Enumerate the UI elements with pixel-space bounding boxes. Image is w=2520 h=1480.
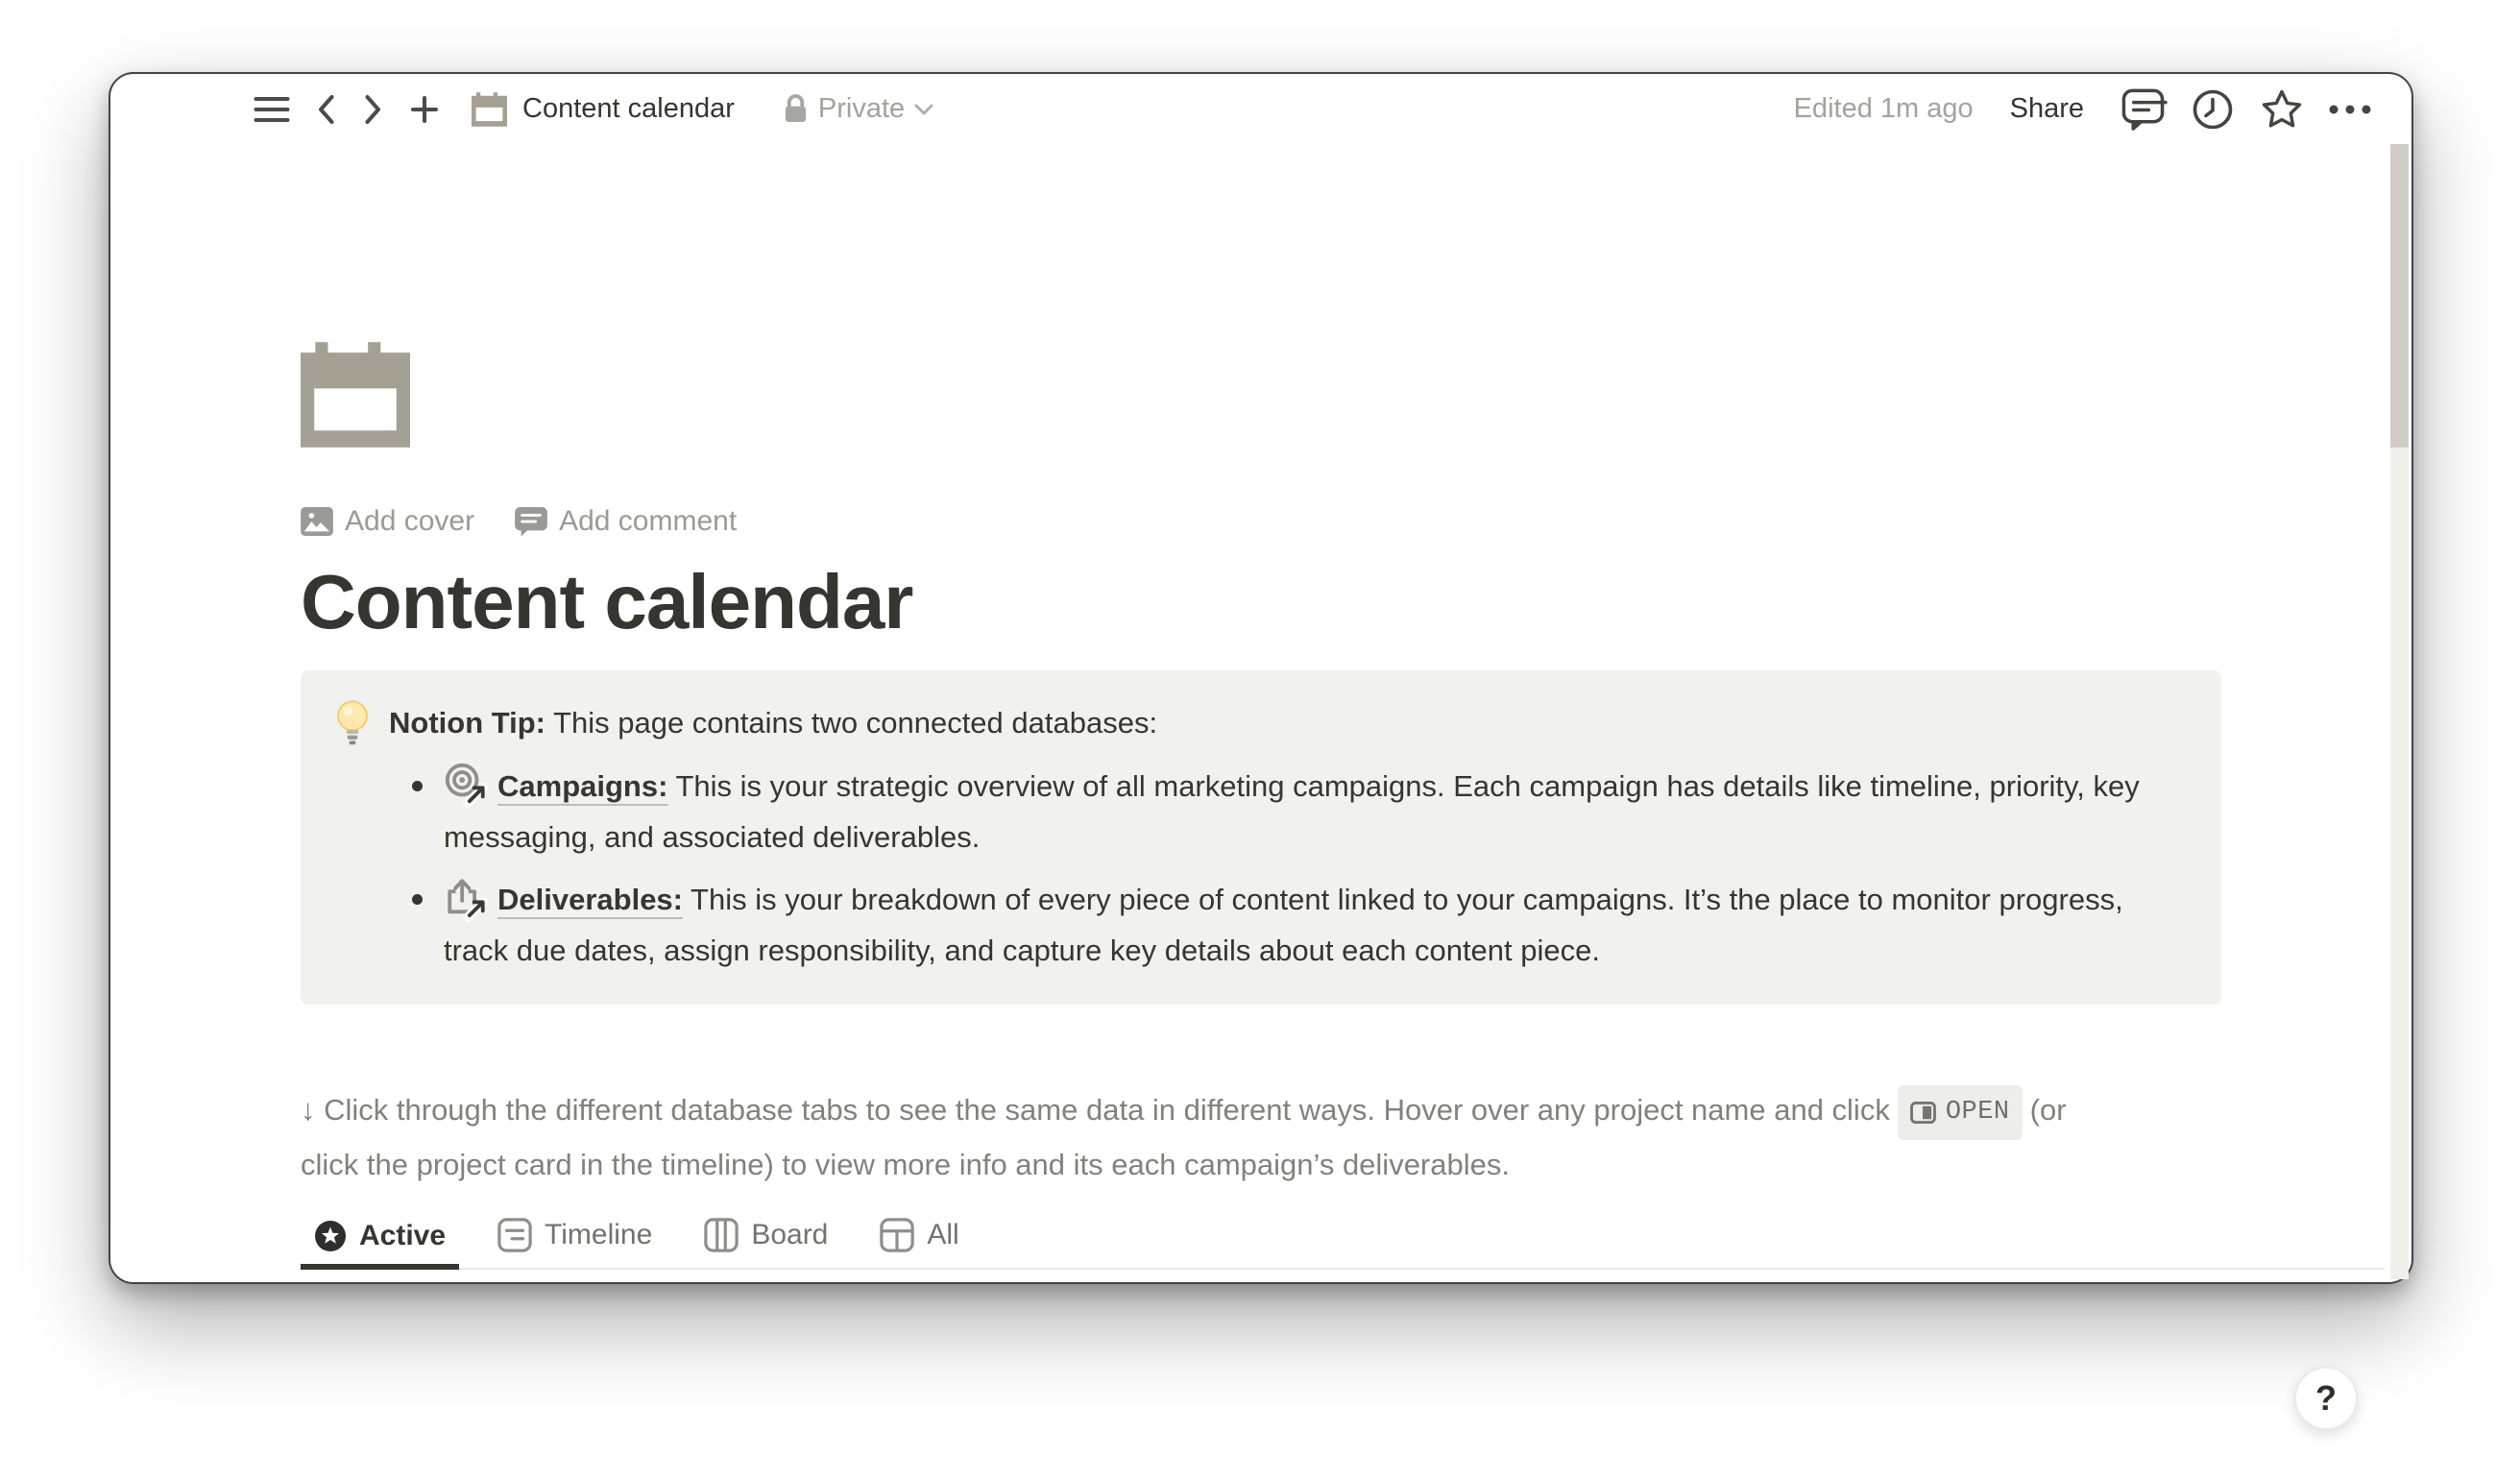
edited-timestamp: Edited 1m ago — [1793, 93, 1974, 124]
notion-window — [109, 72, 2413, 1418]
share-arrow-icon — [444, 875, 488, 919]
deliverables-link[interactable]: Deliverables: — [444, 883, 683, 916]
open-badge-label: OPEN — [1945, 1098, 2010, 1127]
help-button[interactable] — [2294, 1367, 2358, 1430]
target-arrow-icon — [444, 762, 488, 806]
tab-active[interactable] — [301, 1210, 459, 1270]
add-cover-button[interactable] — [301, 505, 474, 538]
tab-label: All — [927, 1219, 959, 1250]
breadcrumb[interactable] — [472, 92, 735, 127]
tab-board[interactable] — [691, 1208, 841, 1268]
chevron-right-icon — [363, 94, 383, 125]
privacy-label: Private — [817, 93, 906, 124]
instruction-paragraph: ↓ Click through the different database tabs to see the same data in different ways. Hover over any project name and click OPEN (or click the project card in the timeline) to view more info and its each campaign’s deliverables. — [301, 1085, 2221, 1189]
deliverables-description: This is your breakdown of every piece of content linked to your campaigns. It’s the place to monitor progress, track due dates, assign responsibility, and capture key details about each content piece. — [444, 883, 2123, 967]
tab-all[interactable] — [866, 1208, 972, 1268]
timeline-icon — [497, 1218, 532, 1252]
page-content — [110, 342, 2411, 1480]
view-tabs — [301, 1208, 2385, 1270]
notion-tip-callout — [301, 670, 2221, 1005]
updates-button[interactable] — [2191, 87, 2235, 132]
favorite-button[interactable] — [2260, 87, 2304, 132]
tab-label: Board — [751, 1219, 829, 1250]
scrollbar-track[interactable] — [2390, 144, 2409, 1279]
board-icon — [704, 1218, 739, 1252]
plus-icon — [410, 95, 439, 124]
question-mark: ? — [2315, 1378, 2337, 1418]
tab-label: Timeline — [545, 1219, 653, 1250]
lightbulb-icon — [333, 699, 372, 751]
scrollbar-thumb[interactable] — [2390, 144, 2409, 448]
star-circle-icon — [314, 1220, 347, 1252]
new-page-button[interactable] — [410, 95, 439, 124]
comment-bubble-icon — [515, 507, 547, 537]
tab-label: Active — [359, 1220, 447, 1251]
page-title[interactable]: Content calendar — [301, 559, 913, 644]
list-item-campaigns — [444, 761, 2189, 862]
sidebar-menu-button[interactable] — [254, 96, 289, 123]
list-item-deliverables — [444, 874, 2189, 976]
clock-icon — [2191, 87, 2235, 132]
comment-icon — [2120, 87, 2166, 131]
add-comment-label: Add comment — [559, 505, 738, 537]
comments-button[interactable] — [2120, 87, 2166, 131]
top-bar — [110, 74, 2411, 144]
tab-timeline[interactable] — [484, 1208, 666, 1268]
privacy-dropdown[interactable] — [783, 93, 933, 125]
back-button[interactable] — [316, 94, 336, 125]
campaigns-description: This is your strategic overview of all marketing campaigns. Each campaign has details like timeline, priority, key messaging, and associated deliverables. — [444, 769, 2140, 854]
add-comment-button[interactable] — [515, 505, 737, 538]
share-button[interactable]: Share — [2009, 93, 2084, 124]
add-cover-label: Add cover — [345, 505, 475, 537]
campaigns-link[interactable]: Campaigns: — [444, 769, 667, 803]
table-icon — [880, 1218, 914, 1252]
calendar-icon — [472, 92, 507, 127]
chevron-down-icon — [914, 104, 933, 115]
lock-icon — [783, 93, 809, 125]
side-peek-icon — [1910, 1102, 1936, 1124]
chevron-left-icon — [316, 94, 336, 125]
more-options-button[interactable] — [2329, 105, 2371, 114]
open-badge — [1898, 1085, 2023, 1140]
image-icon — [301, 507, 333, 536]
ellipsis-icon — [2329, 105, 2371, 114]
hamburger-icon — [254, 96, 289, 123]
tip-label: Notion Tip: — [389, 706, 545, 740]
breadcrumb-page-title: Content calendar — [522, 93, 735, 124]
tip-text: Notion Tip: This page contains two connected databases: — [389, 706, 1158, 740]
page-icon-calendar[interactable] — [301, 342, 410, 448]
star-icon — [2260, 87, 2304, 132]
forward-button[interactable] — [363, 94, 383, 125]
